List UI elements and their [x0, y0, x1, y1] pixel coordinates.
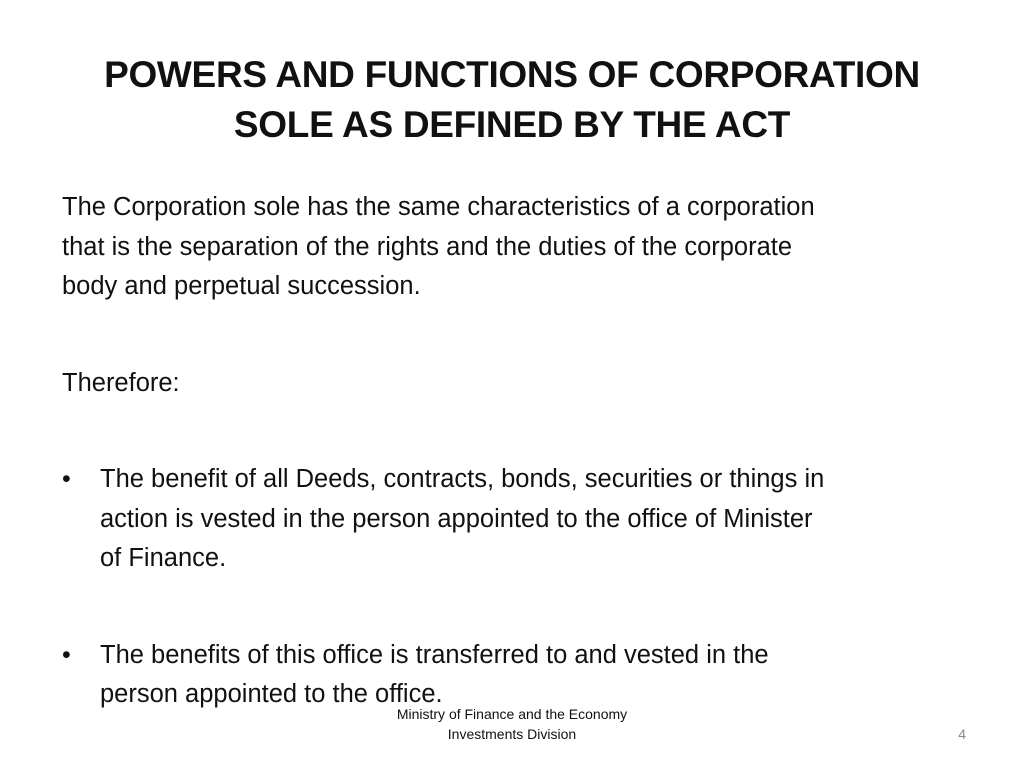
- bullet-text-2: [100, 636, 962, 715]
- bullet-item-2: [62, 636, 962, 715]
- footer-line-1: Ministry of Finance and the Economy: [396, 706, 628, 722]
- intro-line-1: The Corporation sole has the same characteristics of a corporation: [62, 193, 815, 221]
- slide-title-line-1: POWERS AND FUNCTIONS OF CORPORATION: [104, 54, 920, 95]
- bullet-icon: •: [62, 465, 71, 493]
- slide-body: [62, 188, 962, 715]
- slide-title-line-2: SOLE AS DEFINED BY THE ACT: [233, 104, 791, 145]
- bullet-1-line-1: The benefit of all Deeds, contracts, bonds, securities or things in: [100, 465, 825, 493]
- intro-paragraph: [62, 188, 962, 307]
- bullet-2-line-1: The benefits of this office is transferred to and vested in the: [100, 640, 769, 669]
- slide-title: [60, 50, 964, 150]
- footer-line-2: Investments Division: [447, 726, 577, 742]
- bullet-text-1: [100, 460, 962, 579]
- bullet-item-1: [62, 460, 962, 579]
- page-number: 4: [958, 726, 966, 742]
- bullet-2-line-2: person appointed to the office.: [100, 680, 443, 708]
- bullet-list: [62, 460, 962, 715]
- bullet-1-line-2: action is vested in the person appointed to the office of Minister: [100, 504, 813, 533]
- intro-line-3: body and perpetual succession.: [62, 272, 421, 300]
- slide-footer: [362, 704, 662, 744]
- bullet-1-line-3: of Finance.: [100, 544, 227, 572]
- bullet-icon: •: [62, 640, 71, 669]
- intro-line-2: that is the separation of the rights and the duties of the corporate: [62, 232, 793, 261]
- therefore-label: Therefore:: [62, 368, 180, 397]
